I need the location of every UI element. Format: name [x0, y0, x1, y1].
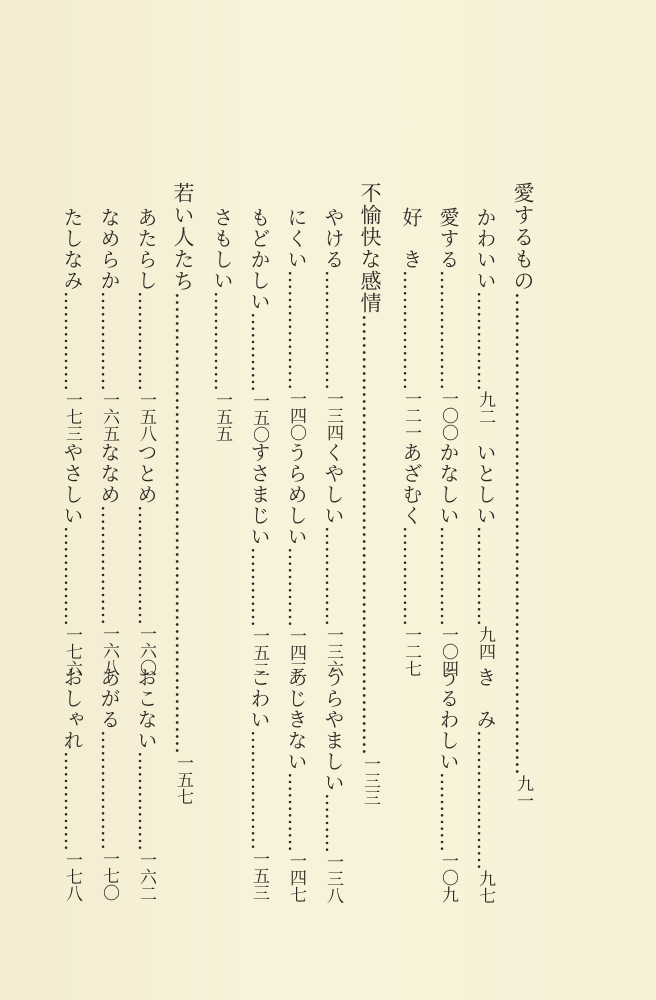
toc-heading-1[interactable]	[508, 182, 538, 809]
toc-entry[interactable]: さもしい……………一五五	[210, 207, 234, 442]
toc-heading-2[interactable]	[355, 182, 385, 806]
leader-dots: ………………………………………………………	[358, 314, 382, 755]
toc-column-7	[281, 207, 311, 907]
toc-entry[interactable]: あたらし……………一五八	[134, 207, 158, 442]
toc-entry[interactable]: たしなみ……………一七三	[60, 207, 84, 442]
toc-entry[interactable]: あがる………………一七〇	[97, 667, 121, 901]
toc-column-6	[318, 207, 348, 907]
heading-title: 愛するもの	[511, 182, 535, 292]
toc-entry[interactable]: あじきない…………一四七	[284, 667, 308, 903]
toc-column-2	[470, 207, 500, 907]
toc-entry[interactable]: かなしい……………一〇四	[436, 442, 460, 677]
toc-column-13	[57, 207, 87, 907]
toc-entry[interactable]: もどかしい…………一五〇	[247, 207, 271, 443]
page-number: 一五七	[173, 754, 193, 805]
toc-entry[interactable]: おこない……………一六二	[134, 667, 158, 902]
heading-title: 若い人たち	[171, 182, 195, 292]
toc-entry[interactable]: にくい………………一四〇	[284, 207, 308, 441]
heading-title: 不愉快な感情	[358, 182, 382, 314]
toc-entry[interactable]: 愛する………………一〇〇	[436, 207, 460, 441]
toc-entry[interactable]: なめらか……………一六五	[97, 207, 121, 442]
toc-entry[interactable]: うらめしい…………一四三	[284, 442, 308, 678]
toc-column-9	[207, 207, 237, 907]
toc-column-12	[94, 207, 124, 907]
toc-column-4	[396, 207, 426, 907]
toc-entry[interactable]: すさまじい…………一五二	[247, 442, 271, 678]
toc-entry[interactable]: おしゃれ……………一七八	[60, 667, 84, 902]
toc-column-11	[131, 207, 161, 907]
toc-entry[interactable]: やさしい……………一七六	[60, 442, 84, 677]
toc-entry[interactable]: 好 き………………一二一	[399, 207, 423, 441]
toc-entry[interactable]: こわい………………一五三	[247, 667, 271, 901]
leader-dots: ……………………………………………………………	[511, 292, 535, 775]
toc-entry[interactable]: いとしい……………九四	[473, 442, 497, 660]
page-number: 一三三	[360, 755, 380, 806]
toc-column-3	[433, 207, 463, 907]
toc-entry[interactable]: うらやましい………一三八	[321, 667, 345, 904]
toc-entry[interactable]: つとめ………………一六〇	[134, 442, 158, 676]
toc-entry[interactable]: あざむく……………一二七	[399, 442, 423, 677]
page-number: 九一	[513, 775, 533, 809]
leader-dots: …………………………………………………………	[171, 292, 195, 754]
toc-entry[interactable]: ななめ………………一六八	[97, 442, 121, 676]
toc-entry[interactable]: うるわしい…………一〇九	[436, 667, 460, 903]
toc-entry[interactable]: やける………………一三四	[321, 207, 345, 441]
toc-column-8	[244, 207, 274, 907]
toc-heading-3[interactable]	[168, 182, 198, 805]
toc-entry[interactable]: かわいい……………九二	[473, 207, 497, 425]
toc-entry[interactable]: き み…………………九七	[473, 667, 497, 904]
toc-entry[interactable]: くやしい……………一三六	[321, 442, 345, 677]
